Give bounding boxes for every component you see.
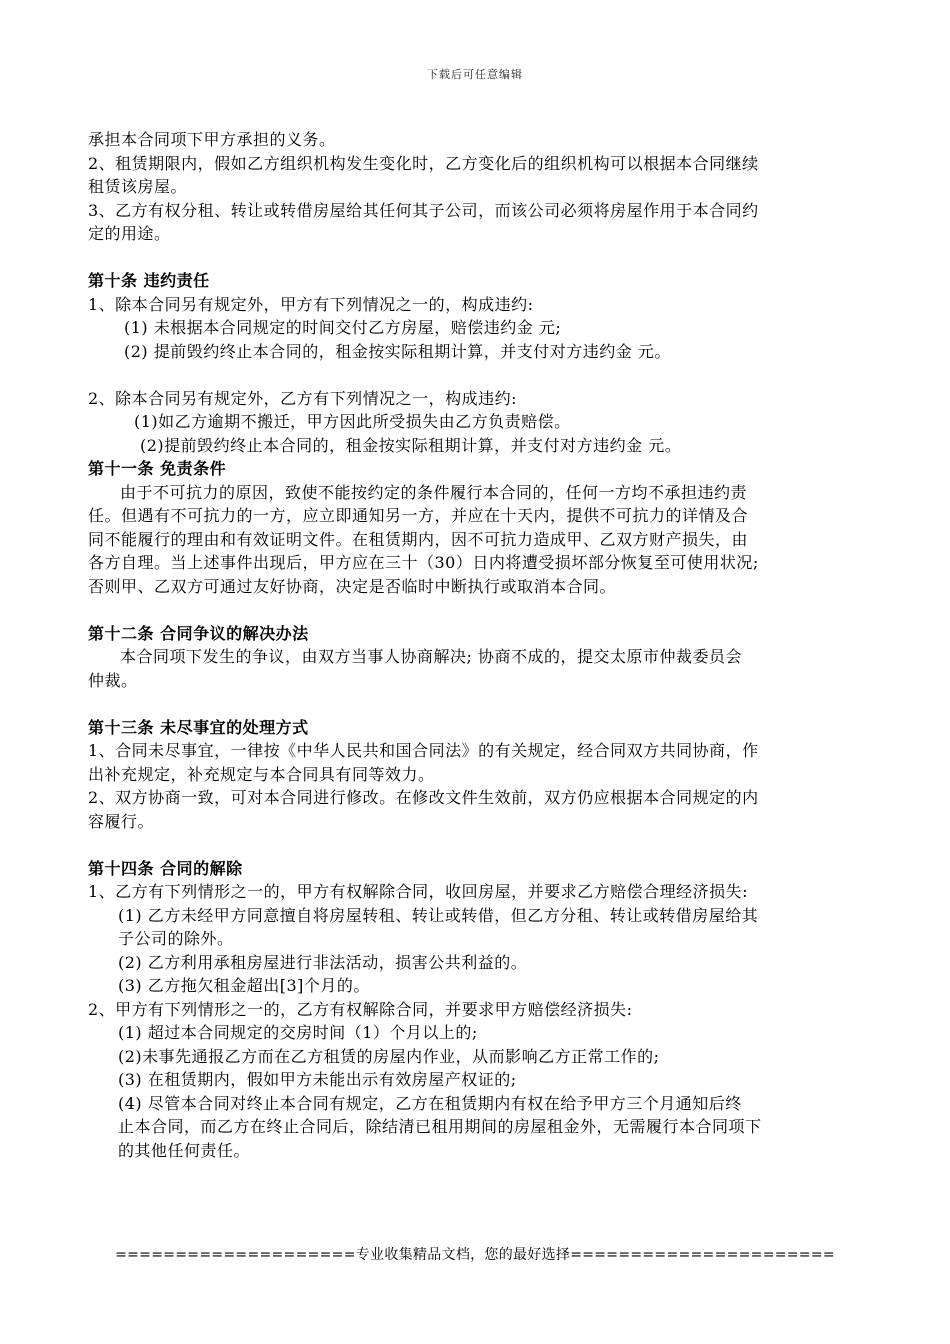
text-line: 2、租赁期限内，假如乙方组织机构发生变化时，乙方变化后的组织机构可以根据本合同继续 — [88, 153, 759, 173]
text-line: 仲裁。 — [88, 670, 138, 690]
text-line: 2、除本合同另有规定外，乙方有下列情况之一，构成违约: — [88, 388, 518, 408]
text-line: 1、除本合同另有规定外，甲方有下列情况之一的，构成违约: — [88, 294, 534, 314]
section-heading: 第十条 违约责任 — [88, 271, 210, 290]
text-line: 同不能履行的理由和有效证明文件。在租赁期内，因不可抗力造成甲、乙双方财产损失，由 — [88, 529, 749, 549]
text-line: (3) 在租赁期内，假如甲方未能出示有效房屋产权证的; — [118, 1070, 517, 1089]
section-heading: 第十二条 合同争议的解决办法 — [88, 623, 309, 643]
text-line: 承担本合同项下甲方承担的义务。 — [88, 130, 336, 149]
page-header: 下载后可任意编辑 — [427, 68, 523, 81]
text-line: (1) 乙方未经甲方同意擅自将房屋转租、转让或转借，但乙方分租、转让或转借房屋给其 — [118, 905, 759, 925]
text-line: (4) 尽管本合同对终止本合同有规定，乙方在租赁期内有权在给予甲方三个月通知后终 — [118, 1093, 742, 1113]
text-line: 本合同项下发生的争议，由双方当事人协商解决; 协商不成的，提交太原市仲裁委员会 — [120, 647, 742, 666]
section-heading: 第十四条 合同的解除 — [88, 858, 243, 878]
text-line: (2)未事先通报乙方而在乙方租赁的房屋内作业，从而影响乙方正常工作的; — [118, 1046, 660, 1066]
contract-body — [88, 128, 870, 1162]
text-line: 由于不可抗力的原因，致使不能按约定的条件履行本合同的，任何一方均不承担违约责 — [120, 482, 748, 502]
text-line: 任。但遇有不可抗力的一方，应立即通知另一方，并应在十天内，提供不可抗力的详情及合 — [88, 506, 749, 525]
text-line: 1、乙方有下列情形之一的，甲方有权解除合同，收回房屋，并要求乙方赔偿合理经济损失: — [88, 882, 749, 901]
text-line: 租赁该房屋。 — [88, 177, 188, 196]
text-line: 2、甲方有下列情形之一的，乙方有权解除合同，并要求甲方赔偿经济损失: — [88, 999, 633, 1019]
text-line: 2、双方协商一致，可对本合同进行修改。在修改文件生效前，双方仍应根据本合同规定的内 — [88, 788, 759, 807]
blank-line — [88, 833, 870, 857]
text-line: (2) 提前毁约终止本合同的，租金按实际租期计算，并支付对方违约金 元。 — [124, 341, 671, 361]
text-line: 3、乙方有权分租、转让或转借房屋给其任何其子公司，而该公司必须将房屋作用于本合同约 — [88, 200, 759, 220]
blank-line — [88, 363, 870, 387]
text-line: 子公司的除外。 — [118, 929, 234, 948]
text-line: 的其他任何责任。 — [118, 1140, 251, 1160]
text-line: 1、合同未尽事宜，一律按《中华人民共和国合同法》的有关规定，经合同双方共同协商，作 — [88, 741, 759, 760]
text-line: 止本合同，而乙方在终止合同后，除结清已租用期间的房屋租金外，无需履行本合同项下 — [118, 1117, 762, 1136]
text-line: (3) 乙方拖欠租金超出[3]个月的。 — [118, 976, 370, 995]
text-line: (1) 超过本合同规定的交房时间（1）个月以上的; — [118, 1023, 478, 1042]
section-heading: 第十三条 未尽事宜的处理方式 — [88, 717, 309, 737]
blank-line — [88, 692, 870, 716]
text-line: (1)如乙方逾期不搬迁，甲方因此所受损失由乙方负责赔偿。 — [134, 412, 571, 431]
text-line: 容履行。 — [88, 811, 155, 831]
blank-line — [88, 246, 870, 270]
text-line: (2) 乙方利用承租房屋进行非法活动，损害公共利益的。 — [118, 952, 528, 972]
text-line: (1) 未根据本合同规定的时间交付乙方房屋，赔偿违约金 元; — [124, 318, 562, 337]
blank-line — [88, 598, 870, 622]
text-line: 各方自理。当上述事件出现后，甲方应在三十（30）日内将遭受损坏部分恢复至可使用状况; — [88, 553, 759, 572]
text-line: 定的用途。 — [88, 224, 171, 243]
section-heading: 第十一条 免责条件 — [88, 459, 227, 478]
text-line: (2)提前毁约终止本合同的，租金按实际租期计算，并支付对方违约金 元。 — [140, 435, 682, 455]
text-line: 出补充规定，补充规定与本合同具有同等效力。 — [88, 764, 435, 784]
text-line: 否则甲、乙双方可通过友好协商，决定是否临时中断执行或取消本合同。 — [88, 576, 617, 596]
page-footer: ====================专业收集精品文档，您的最好选择====================== — [115, 1247, 835, 1263]
